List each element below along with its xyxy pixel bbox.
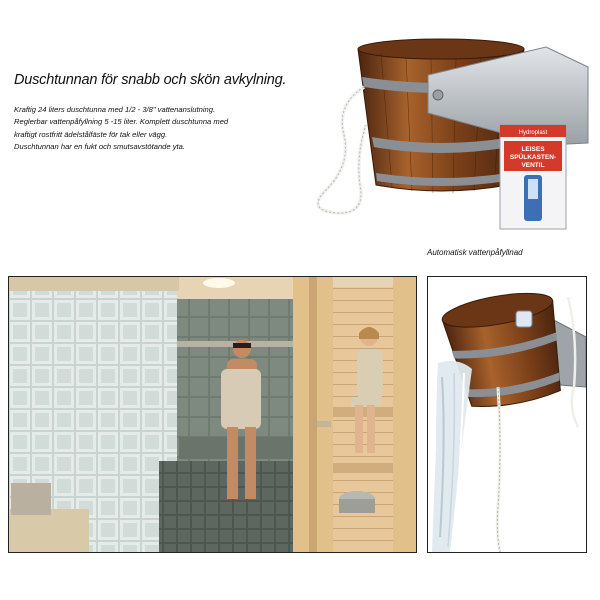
description-line-2: Reglerbar vattenpåfyllning 5 -15 liter. Komplett duschtunna med bbox=[14, 117, 229, 127]
valve-box-line-2: SPÜLKASTEN- bbox=[509, 154, 557, 161]
product-photo bbox=[296, 25, 596, 235]
bucket-photo bbox=[427, 276, 587, 553]
caption: Automatisk vattenpåfyllnad bbox=[427, 248, 523, 257]
description-line-1: Kraftig 24 liters duschtunna med 1/2 - 3/8" vattenanslutning. bbox=[14, 105, 216, 114]
description-line-3: kraftigt rostfritt ädelstålfäste för tak eller vägg. bbox=[14, 129, 168, 139]
shower-bucket-image bbox=[296, 25, 596, 235]
sauna-scene-image bbox=[9, 277, 416, 552]
headline: Duschtunnan för snabb och skön avkylning. bbox=[14, 72, 287, 88]
valve-box-line-1: LEISES bbox=[521, 146, 545, 153]
valve-box-line-3: VENTIL bbox=[521, 162, 545, 169]
product-description bbox=[14, 104, 334, 154]
valve-box-brand: Hydroplast bbox=[518, 130, 548, 136]
description-line-4: Duschtunnan har en fukt och smutsavstötande yta. bbox=[14, 142, 185, 152]
bucket-pouring-image bbox=[428, 277, 586, 552]
sauna-photo bbox=[8, 276, 417, 553]
